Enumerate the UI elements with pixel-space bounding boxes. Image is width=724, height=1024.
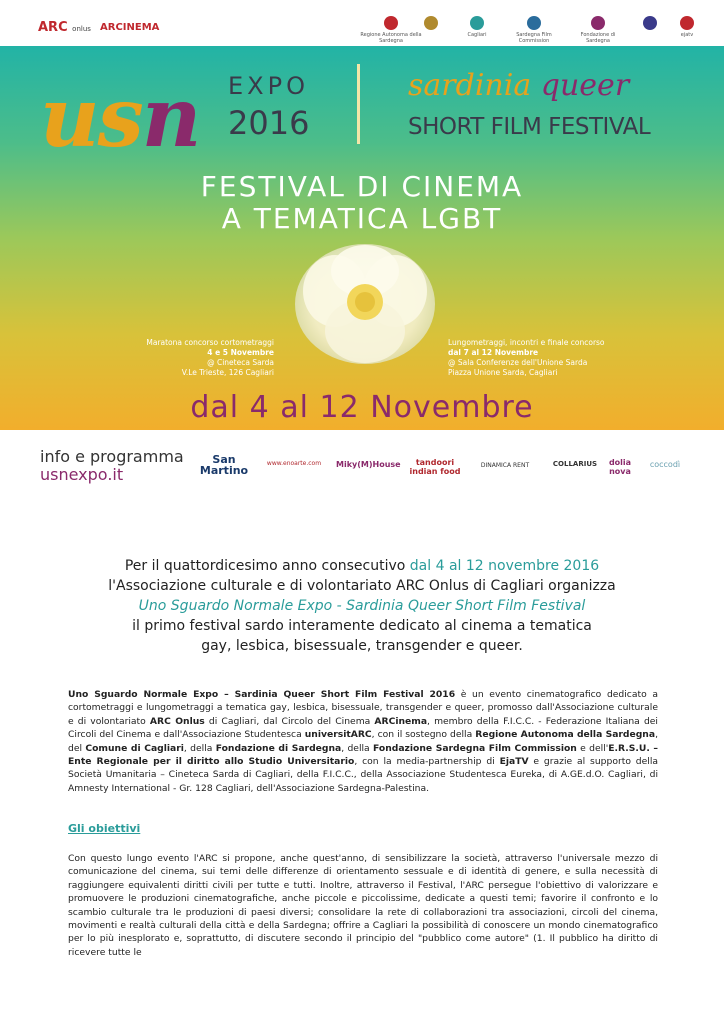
sponsor-miky-house: Miky(M)House [336,460,401,469]
short-film-festival-title: SHORT FILM FESTIVAL [408,114,651,140]
sponsor-dinamica-rent: DINAMICA RENT [480,462,530,469]
info-programma [40,448,184,484]
film-commission-icon [527,16,541,30]
year-label: 2016 [228,104,310,142]
sponsor-collarius: COLLARIUS [552,460,598,468]
intro-line1: Per il quattordicesimo anno consecutivo dal 4 al 12 novembre 2016 [124,558,600,574]
sponsor-logo-sfc: Sardegna Film Commission [508,16,560,42]
festival-poster [0,46,724,430]
arc-logo-text: ARC [38,20,68,35]
intro-block [0,556,724,656]
arc-logo-sub: onlus [72,25,91,33]
comune-crest-icon [424,16,438,30]
website-link[interactable]: usnexpo.it [40,465,124,484]
fondazione-logo-icon [591,16,605,30]
arcinema-logo: ARCINEMA [100,22,160,33]
sponsor-logo-comune [416,16,446,42]
sponsor-logo-regione: Regione Autonoma della Sardegna [360,16,422,42]
intro-line4: il primo festival sardo interamente dedicato al cinema a tematica [132,618,592,634]
arc-onlus-logo [38,20,91,35]
description-paragraph: Uno Sguardo Normale Expo – Sardinia Queer Short Film Festival 2016 è un evento cinematografico dedicato a cortometraggi e lungometraggi a tematica gay, lesbica, bisessuale, transgender e queer, promosso dall'Associazione culturale e di volontariato ARC Onlus di Cagliari, dal Circolo del Cinema ARCinema, membro della F.I.C.C. - Federazione Italiana dei Circoli del Cinema e dall'Associazione Studentesca universitARC, con il sostegno della Regione Autonoma della Sardegna, del Comune di Cagliari, della Fondazione di Sardegna, della Fondazione Sardegna Film Commission e dell'E.R.S.U. – Ente Regionale per il diritto allo Studio Universitario, con la media-partnership di EjaTV e grazie al supporto della Società Umanitaria – Cineteca Sarda di Cagliari, della F.I.C.C., della Associazione Studentesca Eureka, di A.GE.d.O. Cagliari, di Amnesty International - Gr. 128 Cagliari, dell'Associazione Sardegna-Palestina. [68,689,659,794]
cagliari-logo-icon [470,16,484,30]
intro-line2: l'Associazione culturale e di volontariato ARC Onlus di Cagliari organizza [108,578,616,594]
section-title-obiettivi: Gli obiettivi [68,822,141,835]
sponsor-logo-ejatv: ejatv [674,16,700,42]
ejatv-logo-icon [680,16,694,30]
sponsor-enoarte: www.enoarte.com [266,460,322,467]
info-label: info e programma [40,447,184,466]
objectives-paragraph: Con questo lungo evento l'ARC si propone, anche quest'anno, di sensibilizzare la società, attraverso l'universale mezzo di comunicazione del cinema, sui temi delle differenze di orientamento sessuale e di identità di genere, e sulla necessità di raggiungere equivalenti diritti civili per tutte e tutti. Inoltre, attraverso il Festival, l'ARC persegue l'obiettivo di valorizzare e promuovere le produzioni cinematografiche, anche piccole e piccolissime, dedicate a questi temi; favorire il confronto e lo scambio culturale tra le produzioni di paesi diversi; consolidare la rete di collaborazioni tra associazioni, circoli del cinema, movimenti e realtà culturali della città e della Sardegna; offrire a Cagliari la possibilità di conoscere un mondo cinematografico per lo più inesplorato e, soprattutto, di discutere secondo il principio del "pubblico come autore" (1. Il pubblico ha diritto di ricevere tutte le [68,853,658,958]
sponsor-tandoori: tandoori indian food [409,458,461,476]
festival-dates: dal 4 al 12 Novembre [190,390,534,425]
festival-heading-line1: FESTIVAL DI CINEMA [200,170,524,203]
sardinia-queer-title: sardinia queer [408,68,630,103]
sponsor-coccodi: coccodì [649,460,681,469]
sponsor-dolia-nova: dolia nova [608,458,632,476]
intro-line5: gay, lesbica, bisessuale, transgender e queer. [201,638,523,654]
sponsor-logo-cagliari: Cagliari [456,16,498,42]
ersu-logo-icon [643,16,657,30]
title-divider [357,64,360,144]
top-logo-bar [0,0,724,46]
shorts-marathon-info: Maratona concorso cortometraggi 4 e 5 Novembre @ Cineteca Sarda V.Le Trieste, 126 Cagliari [146,338,274,377]
sponsor-logo-fondazione: Fondazione di Sardegna [568,16,628,42]
feature-films-info: Lungometraggi, incontri e finale concorso dal 7 al 12 Novembre @ Sala Conferenze dell'Unione Sarda Piazza Unione Sarda, Cagliari [448,338,605,377]
usn-logo: usn [40,70,200,166]
sponsor-san-martino: San Martino [199,453,249,477]
expo-label: EXPO [228,72,309,100]
intro-festival-name: Uno Sguardo Normale Expo - Sardinia Queer Short Film Festival [138,598,586,614]
peony-flower-icon [290,236,440,376]
regione-emblem-icon [384,16,398,30]
sponsor-logo-ersu [638,16,662,42]
festival-heading-line2: A TEMATICA LGBT [221,202,503,235]
